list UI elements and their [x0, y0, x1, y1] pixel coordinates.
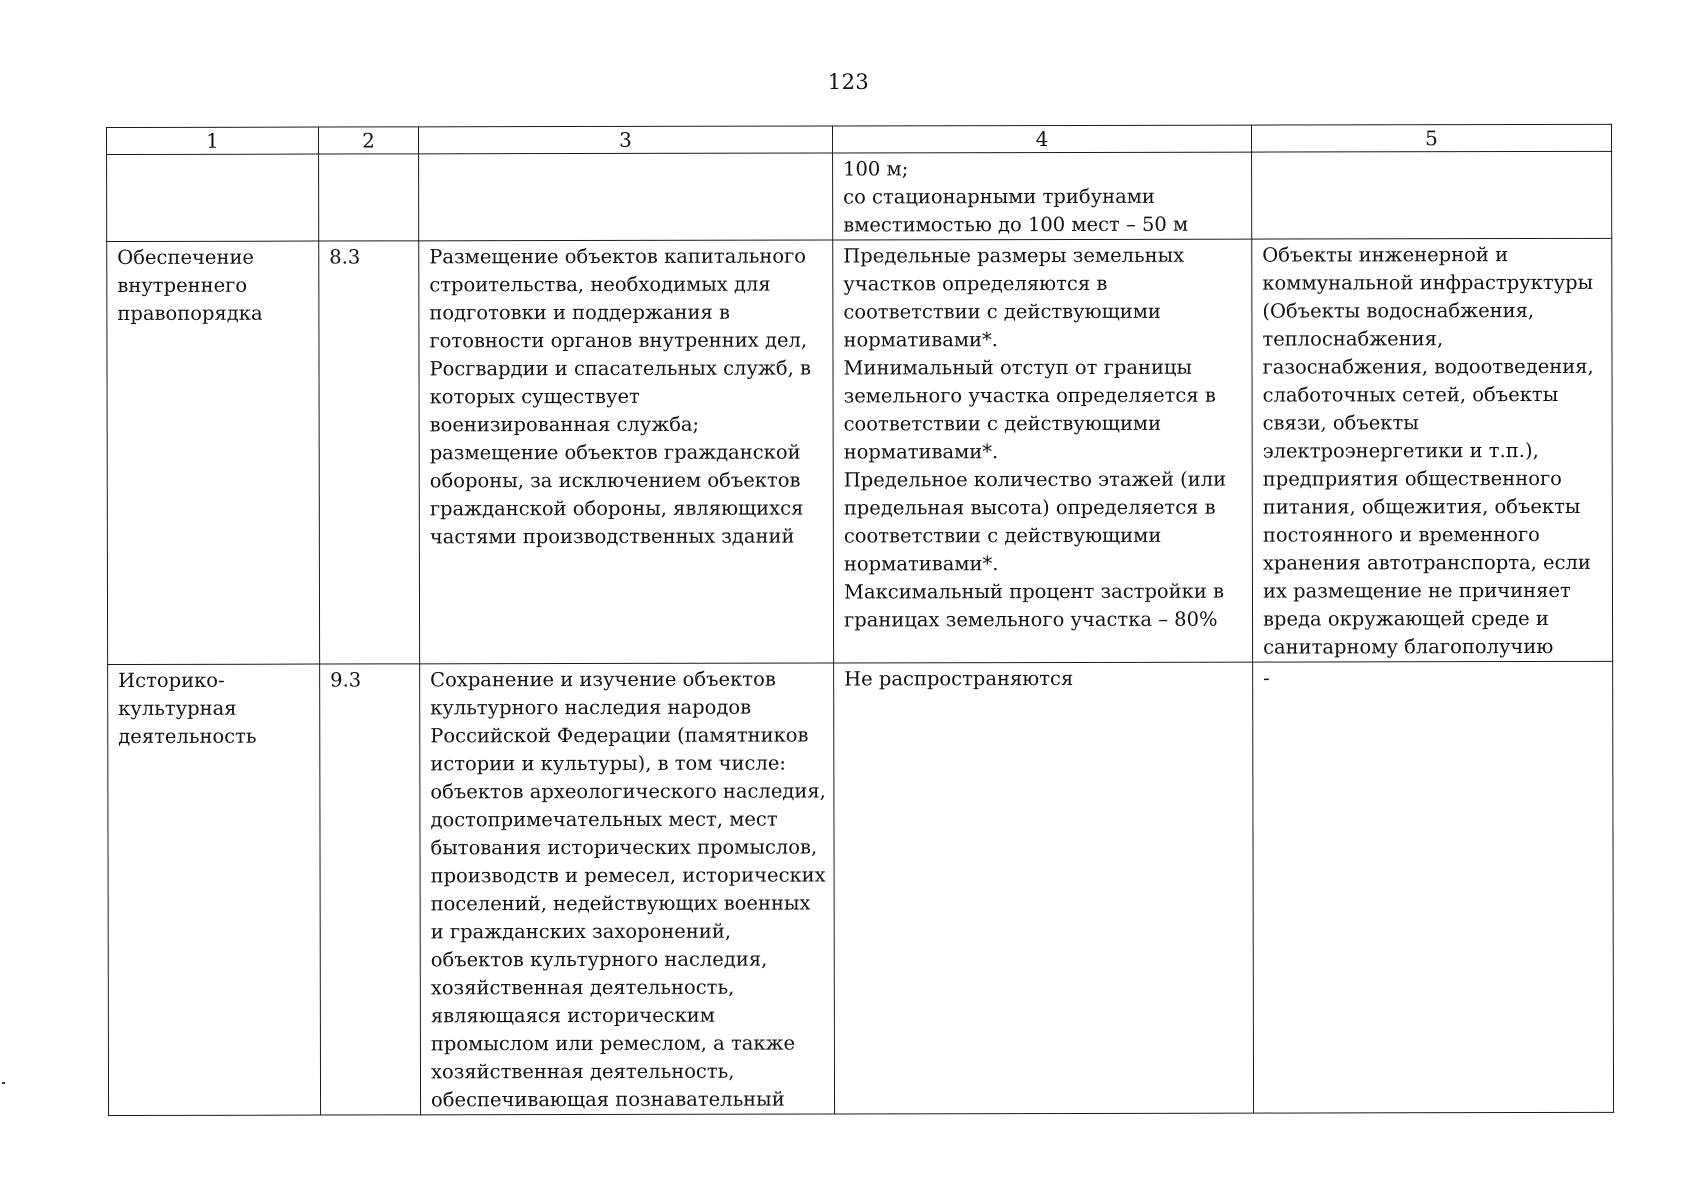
text-line: подготовки и поддержания в [429, 300, 731, 325]
text-line: обеспечивающая познавательный [431, 1087, 785, 1112]
text-line: соответствии с действующими [843, 411, 1162, 436]
text-line: объектов археологического наследия, [430, 779, 826, 804]
text-line: коммунальной инфраструктуры [1262, 270, 1594, 295]
parameters-text [843, 242, 1242, 635]
column-header-4: 4 [832, 125, 1251, 153]
cell-code [319, 154, 419, 241]
cell-name [107, 241, 320, 664]
text-line: вреда окружающей среде и [1263, 606, 1549, 631]
text-line: хранения автотранспорта, если [1262, 550, 1591, 575]
text-line: Размещение объектов капитального [429, 244, 807, 269]
text-line: связи, объекты [1262, 411, 1419, 435]
text-line: готовности органов внутренних дел, [429, 328, 808, 353]
text-line: строительства, необходимых для [429, 272, 771, 297]
text-line: нормативами*. [843, 328, 998, 352]
text-line: Предельное количество этажей (или [843, 467, 1227, 492]
text-line: нормативами*. [843, 552, 999, 576]
cell-description [420, 663, 835, 1115]
text-line: частями производственных зданий [429, 524, 795, 549]
text-line: Не распространяются [844, 666, 1074, 691]
text-line: производств и ремесел, исторических [430, 863, 826, 888]
regulations-table [106, 124, 1614, 1116]
text-line: Максимальный процент застройки в [843, 579, 1225, 604]
text-line: которых существует [429, 384, 640, 409]
description-text [430, 665, 824, 1114]
text-line: размещение объектов гражданской [429, 440, 801, 465]
cell-description [419, 153, 833, 241]
text-line: Историко- [118, 668, 225, 692]
cell-name [107, 154, 319, 241]
text-line: предприятия общественного [1262, 466, 1562, 491]
scan-speck [2, 1082, 5, 1084]
text-line: предельная высота) определяется в [843, 495, 1216, 520]
text-line: 100 м; [843, 157, 909, 181]
text-line: поселений, недействующих военных [430, 891, 811, 916]
text-line: теплоснабжения, [1262, 327, 1444, 351]
page-number: 123 [827, 70, 870, 94]
text-line: Объекты инженерной и [1262, 243, 1509, 267]
text-line: деятельность [118, 724, 257, 748]
text-line: границах земельного участка – 80% [844, 607, 1218, 632]
cell-parameters [833, 152, 1252, 240]
cell-auxiliary [1252, 151, 1612, 239]
parameters-text [844, 665, 1242, 694]
text-line: санитарному благополучию [1263, 634, 1554, 659]
text-line: питания, общежития, объекты [1262, 494, 1581, 519]
text-line: электроэнергетики и т.п.), [1262, 438, 1539, 463]
parameters-text [843, 155, 1241, 240]
cell-name [108, 664, 321, 1115]
text-line: бытования исторических промыслов, [430, 835, 818, 860]
text-line: гражданской обороны, являющихся [429, 496, 804, 521]
text-line: со стационарными трибунами [843, 184, 1155, 209]
text-line: достопримечательных мест, мест [430, 807, 778, 832]
text-line: промыслом или ремеслом, а также [430, 1031, 796, 1056]
text-line: слаботочных сетей, объекты [1262, 382, 1559, 407]
text-line: Обеспечение [117, 245, 255, 269]
text-line: - [1263, 666, 1270, 690]
cell-description [419, 240, 834, 664]
text-line: Минимальный отступ от границы [843, 355, 1193, 380]
text-line: истории и культуры), в том числе: [430, 751, 786, 776]
column-header-1: 1 [107, 127, 319, 154]
column-header-5: 5 [1251, 124, 1611, 152]
text-line: культурная [118, 696, 237, 720]
table-header-row [107, 124, 1612, 154]
column-header-2: 2 [319, 127, 419, 154]
auxiliary-text [1262, 241, 1602, 662]
text-line: Российской Федерации (памятников [430, 723, 809, 748]
text-line: участков определяются в [843, 271, 1108, 296]
text-line: военизированная служба; [429, 412, 700, 437]
cell-parameters [833, 239, 1253, 663]
text-line: соответствии с действующими [843, 299, 1161, 324]
text-line: правопорядка [117, 301, 263, 325]
description-text [429, 243, 823, 552]
cell-code: 9.3 [320, 664, 421, 1115]
text-line: Предельные размеры земельных [843, 243, 1185, 268]
text-line: хозяйственная деятельность, [430, 975, 735, 1000]
text-line: обороны, за исключением объектов [429, 468, 801, 493]
text-line: и гражданских захоронений, [430, 919, 732, 944]
auxiliary-text [1263, 664, 1602, 693]
cell-auxiliary [1252, 238, 1613, 662]
text-line: нормативами*. [843, 440, 999, 464]
text-line: (Объекты водоснабжения, [1262, 299, 1535, 323]
use-name-text [117, 244, 308, 328]
text-line: культурного наследия народов [430, 695, 752, 720]
text-line: являющаяся историческим [430, 1003, 715, 1028]
text-line: их размещение не причиняет [1262, 578, 1571, 603]
table-row [107, 238, 1613, 664]
cell-parameters [834, 662, 1254, 1114]
text-line: соответствии с действующими [843, 523, 1162, 548]
text-line: Росгвардии и спасательных служб, в [429, 356, 811, 381]
text-line: Сохранение и изучение объектов [430, 667, 776, 692]
text-line: постоянного и временного [1262, 522, 1540, 547]
text-line: газоснабжения, водоотведения, [1262, 354, 1594, 379]
text-line: объектов культурного наследия, [430, 947, 768, 972]
table-row [107, 151, 1612, 241]
use-name-text [118, 667, 309, 751]
cell-code: 8.3 [319, 241, 420, 664]
text-line: вместимостью до 100 мест – 50 м [843, 212, 1189, 237]
text-line: внутреннего [117, 273, 248, 297]
text-line: земельного участка определяется в [843, 383, 1216, 408]
text-line: хозяйственная деятельность, [430, 1059, 735, 1084]
table-row [108, 661, 1614, 1115]
column-header-3: 3 [419, 126, 833, 154]
cell-auxiliary [1253, 661, 1614, 1113]
